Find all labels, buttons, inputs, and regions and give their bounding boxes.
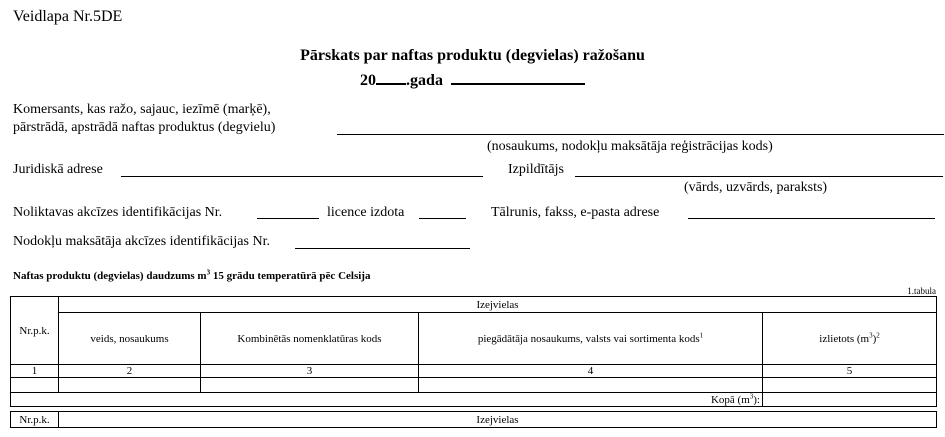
total-label-text: Kopā (m	[710, 393, 750, 406]
executor-input[interactable]	[575, 176, 943, 177]
table2-header-group: Izejvielas	[59, 412, 937, 428]
license-label: licence izdota	[327, 205, 405, 220]
license-input[interactable]	[419, 218, 466, 219]
section-heading	[13, 270, 370, 282]
total-label-sup: 3	[749, 392, 754, 400]
merchant-label-line1: Komersants, kas ražo, sajauc, iezīmē (marķē),	[13, 102, 271, 117]
year-prefix: 20	[360, 72, 377, 89]
table2-header-nr: Nr.p.k.	[11, 412, 59, 428]
cell-supplier[interactable]	[419, 378, 763, 393]
merchant-input[interactable]	[337, 134, 944, 135]
header-type: veids, nosaukums	[59, 313, 201, 365]
executor-label: Izpildītājs	[508, 162, 564, 177]
legal-address-label: Juridiskā adrese	[13, 162, 103, 177]
section-heading-sup: 3	[206, 268, 211, 277]
header-supplier	[419, 313, 763, 365]
executor-hint: (vārds, uzvārds, paraksts)	[684, 180, 828, 195]
contacts-label: Tālrunis, fakss, e-pasta adrese	[491, 205, 660, 220]
contacts-input[interactable]	[688, 218, 935, 219]
legal-address-input[interactable]	[121, 176, 483, 177]
section-heading-main: Naftas produktu (degvielas) daudzums m	[13, 270, 207, 282]
table-row	[11, 378, 937, 393]
header-used-text: izlietots (m	[819, 332, 870, 345]
header-used-close: )	[872, 332, 877, 345]
raw-materials-table-2	[10, 411, 937, 428]
col-number-2: 2	[59, 365, 201, 378]
report-year-line	[0, 69, 945, 90]
col-number-1: 1	[11, 365, 59, 378]
col-number-5: 5	[763, 365, 937, 378]
header-used-sup1: 3	[869, 330, 873, 339]
header-used-sup2: 2	[876, 330, 880, 339]
cell-type[interactable]	[59, 378, 201, 393]
warehouse-label: Noliktavas akcīzes identifikācijas Nr.	[13, 205, 223, 220]
cell-nr[interactable]	[11, 378, 59, 393]
header-code: Kombinētās nomenklatūras kods	[201, 313, 419, 365]
col-number-4: 4	[419, 365, 763, 378]
total-label-close: ):	[753, 393, 760, 406]
cell-code[interactable]	[201, 378, 419, 393]
year-input[interactable]	[376, 69, 406, 85]
total-label	[11, 393, 763, 407]
report-title: Pārskats par naftas produktu (degvielas) ražošanu	[300, 47, 645, 64]
total-row	[11, 393, 937, 407]
header-used	[763, 313, 937, 365]
header-nr: Nr.p.k.	[11, 297, 59, 365]
warehouse-input[interactable]	[257, 218, 319, 219]
section-heading-rest: 15 grādu temperatūrā pēc Celsija	[210, 270, 371, 282]
col-number-3: 3	[201, 365, 419, 378]
taxpayer-label: Nodokļu maksātāja akcīzes identifikācijas Nr.	[13, 234, 270, 249]
merchant-hint: (nosaukums, nodokļu maksātāja reģistrācijas kods)	[487, 139, 773, 154]
year-extra-input[interactable]	[451, 69, 585, 85]
header-supplier-text: piegādātāja nosaukums, valsts vai sortimenta kods	[477, 332, 700, 345]
table-tag: 1.tabula	[907, 286, 936, 296]
total-value[interactable]	[763, 393, 937, 407]
cell-used[interactable]	[763, 378, 937, 393]
header-supplier-sup: 1	[699, 330, 704, 339]
column-numbers-row	[11, 365, 937, 378]
taxpayer-input[interactable]	[295, 248, 470, 249]
header-group: Izejvielas	[59, 297, 937, 313]
year-suffix: .gada	[406, 72, 443, 89]
merchant-label-line2: pārstrādā, apstrādā naftas produktus (degvielu)	[13, 120, 276, 135]
form-id: Veidlapa Nr.5DE	[13, 8, 123, 25]
raw-materials-table	[10, 296, 937, 407]
